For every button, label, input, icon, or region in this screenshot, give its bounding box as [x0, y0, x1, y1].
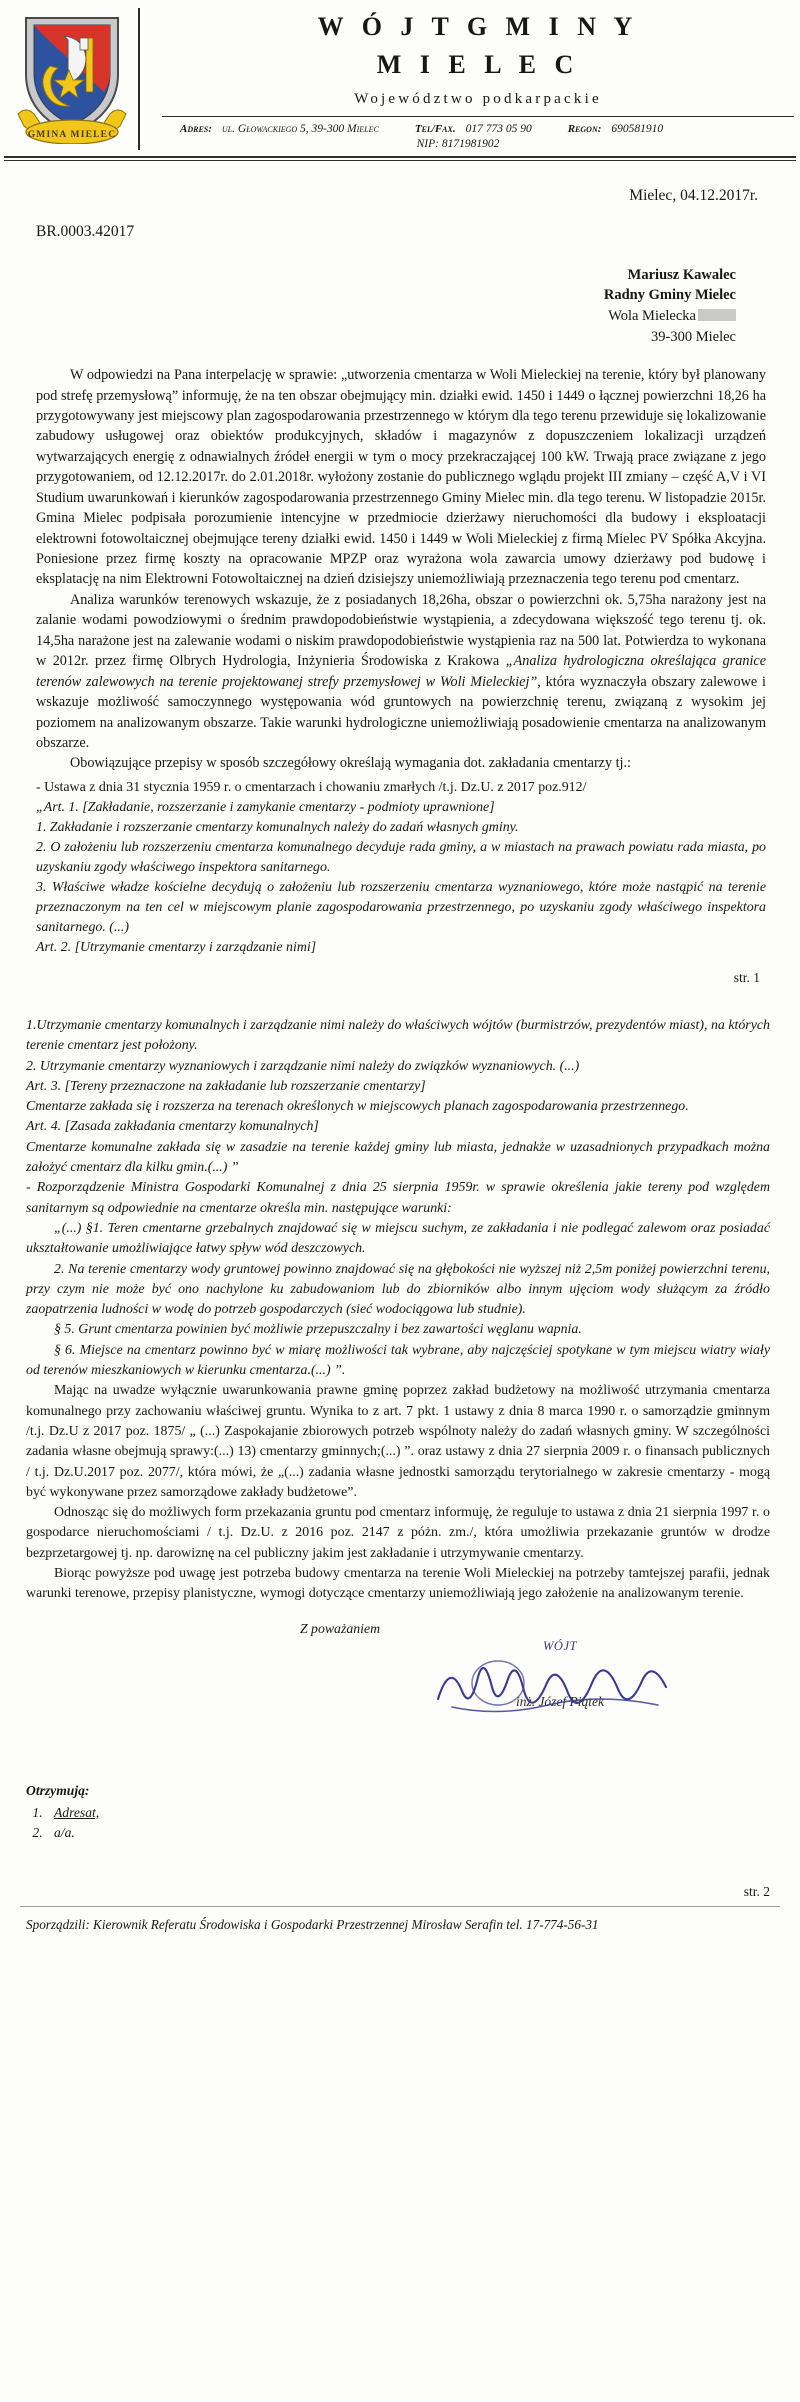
final-paragraph-3: Biorąc powyższe pod uwagę jest potrzeba budowy cmentarza na terenie Woli Mieleckiej na potrzeby tamtejszej parafii, jednak warunki terenowe, przepisy planistyczne, wymogi dotyczące cmentarzy uniemożliwiają jego założenie na analizowanym terenie.	[26, 1566, 770, 1602]
addressee-name: Mariusz Kawalec	[627, 266, 736, 283]
crest-cell	[6, 8, 138, 150]
page-1-number: str. 1	[733, 969, 760, 985]
nip-value: NIP: 8171981902	[416, 137, 500, 150]
coat-of-arms-icon	[12, 10, 132, 144]
svg-text:GMINA MIELEC: GMINA MIELEC	[27, 130, 117, 140]
contact-row	[162, 117, 794, 135]
list-item: 1. Adresat,	[46, 1803, 770, 1823]
stamp-signer-name: inż. Józef Piątek	[515, 1693, 605, 1709]
page-2-number: str. 2	[743, 1883, 770, 1899]
closing-salutation: Z poważaniem	[299, 1620, 381, 1636]
art4-body: Cmentarze komunalne zakłada się w zasadzie na terenie każdej gminy lub miasta, jednakże w uzasadnionych przypadkach można założyć cmentarz dla kilku gmin.(...) ”	[26, 1139, 770, 1176]
hydrology-study-title: „Analiza hydrologiczna określająca granice terenów zalewowych na terenie projektowanej strefy przemysłowej w Woli Mieleckiej”	[36, 653, 766, 690]
phone-value: 017 773 05 90	[465, 122, 532, 135]
final-paragraph-2: Odnosząc się do możliwych form przekazania gruntu pod cmentarz informuję, że reguluje to ustawa z dnia 21 sierpnia 1997 r. o gospodarce nieruchomościami / t.j. Dz.U. z 2016 poz. 2147 z póżn. zm./, która umożliwia przekazanie gruntów w drodze bezprzetargowej tj. np. darowiznę na cel publiczny jakim jest zakładanie i utrzymywanie cmentarzy.	[26, 1505, 770, 1561]
regon-value: 690581910	[611, 122, 664, 135]
redaction-box	[698, 309, 736, 321]
addressee-city: 39-300 Mielec	[651, 328, 736, 345]
phone-label: Tel/Fax.	[414, 122, 456, 135]
law-art1-point-2: 2. O założeniu lub rozszerzeniu cmentarza komunalnego decyduje rada gminy, a w miastach na prawach powiatu rada miasta, po uzyskaniu zgody właściwego inspektora sanitarnego.	[36, 839, 766, 875]
addressee-street-row	[36, 306, 736, 327]
signature-block	[410, 1639, 710, 1743]
address-value: ul. Głowackiego 5, 39-300 Mielec	[221, 122, 379, 135]
law-art2-title: Art. 2. [Utrzymanie cmentarzy i zarządzanie nimi]	[36, 939, 317, 955]
recipients-list	[26, 1803, 770, 1844]
regulation-intro: - Rozporządzenie Ministra Gospodarki Komunalnej z dnia 25 sierpnia 1959r. w sprawie określenia jakie tereny pod względem sanitarnym są odpowiednie na cmentarze określa min. następujące warunki:	[26, 1180, 770, 1216]
paragraph-3: Obowiązujące przepisy w sposób szczegółowy określają wymagania dot. zakładania cmentarzy tj.:	[70, 755, 631, 772]
office-title-line1: W Ó J T G M I N Y	[317, 12, 639, 41]
paragraph-1: W odpowiedzi na Pana interpelację w sprawie: „utworzenia cmentarza w Woli Mieleckiej na terenie, który był planowany pod strefę przemysłową” informuję, że na ten obszar obejmujący min. działki ewid. 1450 i 1449 o łącznej powierzchni 18,26 ha przygotowywany jest miejscowy plan zagospodarowania przestrzennego w którym dla tego terenu przewiduje się lokalizowanie zabudowy usługowej oraz obiektów produkcyjnych, składów i magazynów z dopuszczeniem lokalizacji urządzeń wytwarzających energię z odnawialnych źródeł energii w tym o mocy przekraczającej 100 kW. Trwają prace związane z jego przygotowaniem, od 12.12.2017r. do 2.01.2018r. wyłożony zostanie do publicznego wglądu projekt III zmiany – część A,V i VI Studium uwarunkowań i kierunków zagospodarowania przestrzennego Gminy Mielec min. dla tego terenu. W listopadzie 2015r. Gmina Mielec podpisała porozumienie intencyjne w przedmiocie dzierżawy nieruchomości dla budowy i eksploatacji elektrowni fotowoltaicznej obejmujące tereny działki ewid. 1450 i 1449 w Woli Mieleckiej z firmą Mielec PV Spółka Akcyjna. Poniesione przez firmę koszty na opracowanie MPZP oraz wyrażona wola zawarcia umowy dzierżawy pod budowę i eksplatację na nim Elektrowni Fotowoltaicznej na dzień dzisiejszy uniemożliwiają przeznaczenia tego terenu pod cmentarz.	[36, 367, 766, 588]
law-art1-point-1: 1. Zakładanie i rozszerzanie cmentarzy komunalnych należy do zadań własnych gminy.	[36, 819, 519, 835]
prepared-by-line: Sporządzili: Kierownik Referatu Środowiska i Gospodarki Przestrzennej Mirosław Serafin tel. 17-774-56-31	[26, 1916, 599, 1932]
regulation-quote-4: § 6. Miejsce na cmentarz powinno być w miarę możliwości tak wybrane, aby najczęściej spotykane w tym miejscu wiatry wiały od terenów mieszkaniowych w kierunku cmentarza.(...) ”.	[26, 1342, 770, 1379]
art3-title: Art. 3. [Tereny przeznaczone na zakładanie lub rozszerzanie cmentarzy]	[26, 1078, 426, 1094]
regulation-quote-2: 2. Na terenie cmentarzy wody gruntowej powinno znajdować się na głębokości nie wyższej niż 2,5m poniżej powierzchni terenu, przy czym nie może być ono nachylone ku zabudowaniom lub do zbiorników albo innym ujęciom wody służącym za źródło zaopatrzenia ludności w wodę do potrzeb gospodarczych (sieć wodociągowa lub studnie).	[26, 1261, 770, 1318]
paragraph-2-part-b: , która wyznaczyła obszary zalewowe i wskazuje możliwość samoczynnego występowania wód gruntowych na powierzchnię terenu, związaną z wysokim jej poziomem na analizowanym obszarze. Takie warunki hydrologiczne uniemożliwiają posadowienie cmentarza na analizowanym obszarze.	[36, 673, 766, 751]
office-title-line2: M I E L E C	[376, 49, 580, 79]
letterhead-text	[138, 8, 794, 150]
letter-body	[0, 347, 800, 774]
stamp-office-label: WÓJT	[543, 1638, 577, 1653]
date-line: Mielec, 04.12.2017r.	[629, 186, 758, 204]
reference-number: BR.0003.42017	[36, 222, 135, 240]
address-label: Adres:	[180, 122, 212, 135]
art3-body: Cmentarze zakłada się i rozszerza na terenach określonych w miejscowych planach zagospodarowania przestrzennego.	[26, 1099, 689, 1115]
art2-point-1: 1.Utrzymanie cmentarzy komunalnych i zarządzanie nimi należy do właściwych wójtów (burmistrzów, prezydentów miast), na których terenie cmentarz jest położony.	[26, 1017, 770, 1054]
paragraph-2-part-a: Analiza warunków terenowych wskazuje, że z posiadanych 18,26ha, obszar o powierzchni ok. 5,75ha narażony jest na zalanie wodami powodziowymi o średnim prawdopodobieństwie wystąpienia, a zdecydowana większość tego terenu tj. ok. 14,5ha narażone jest na zalewanie wodami o niskim prawdopodobieństwie wystąpienia raz na 500 lat. Potwierdza to wykonana w 2012r. przez firmę Olbrych Hydrologia, Inżynieria Środowiska z Krakowa	[36, 591, 766, 670]
law-citation-block-1	[0, 774, 800, 958]
regulation-quote-1: „(...) §1. Teren cmentarne grzebalnych znajdować się w miejscu suchym, ze zakładania i nie podlegać zalewom oraz posiadać ukształtowanie umożliwiające łatwy spływ wód deszczowych.	[26, 1220, 770, 1257]
regulation-quote-3: § 5. Grunt cmentarza powinien być możliwie przepuszczalny i bez zawartości węglanu wapnia.	[54, 1322, 582, 1338]
letterhead	[0, 0, 800, 150]
addressee-role: Radny Gminy Mielec	[603, 287, 736, 304]
page-separator	[0, 1000, 800, 1010]
recipients-title: Otrzymują:	[26, 1782, 90, 1798]
addressee-block	[36, 241, 764, 347]
regon-label: Regon:	[567, 122, 602, 135]
meta-block	[0, 161, 800, 347]
paragraph-2	[36, 590, 766, 754]
list-item: 2. a/a.	[46, 1823, 770, 1843]
art2-point-2: 2. Utrzymanie cmentarzy wyznaniowych i zarządzanie nimi należy do związków wyznaniowych. (...)	[26, 1058, 580, 1074]
addressee-street: Wola Mielecka	[608, 307, 696, 324]
law-art1-point-3: 3. Właściwe władze kościelne decydują o założeniu lub rozszerzeniu cmentarza wyznaniowego, które może nastąpić na terenie przeznaczonym na ten cel w miejscowym planie zagospodarowania przestrzennego, po uzyskaniu zgody właściwego inspektora sanitarnego. (...)	[36, 879, 766, 935]
recipients-block	[0, 1771, 800, 1844]
law-act-title: - Ustawa z dnia 31 stycznia 1959 r. o cmentarzach i chowaniu zmarłych /t.j. Dz.U. z 2017 poz.912/	[36, 779, 587, 795]
signature-zone	[0, 1621, 800, 1771]
art4-title: Art. 4. [Zasada zakładania cmentarzy komunalnych]	[26, 1119, 319, 1135]
office-region: Województwo podkarpackie	[354, 90, 602, 107]
final-paragraph-1: Mając na uwadze wyłącznie uwarunkowania prawne gminę poprzez zakład budżetowy na możliwość utrzymania cmentarza komunalnego przy zachowaniu właściwej gruntu. Wynika to z art. 7 pkt. 1 ustawy z dnia 8 marca 1990 r. o samorządzie gminnym /t.j. Dz.U z 2017 poz. 1875/ „ (...) Zaspokajanie zbiorowych potrzeb wspólnoty należy do zadań własnych gminy. W szczególności zadania własne obejmują sprawy:(...) 13) cmentarzy gminnych;(...) ”. oraz ustawy z dnia 27 sierpnia 2009 r. o finansach publicznych / t.j. Dz.U.2017 poz. 2077/, która mówi, że „(...) zadania własne jednostki samorządu terytorialnego w zakresie cmentarzy - mogą być wykonywane przez samorządowe zakłady budżetowe”.	[26, 1383, 770, 1500]
law-art1-title: „Art. 1. [Zakładanie, rozszerzanie i zamykanie cmentarzy - podmioty uprawnione]	[36, 799, 495, 815]
page-2-body	[0, 1010, 800, 1605]
